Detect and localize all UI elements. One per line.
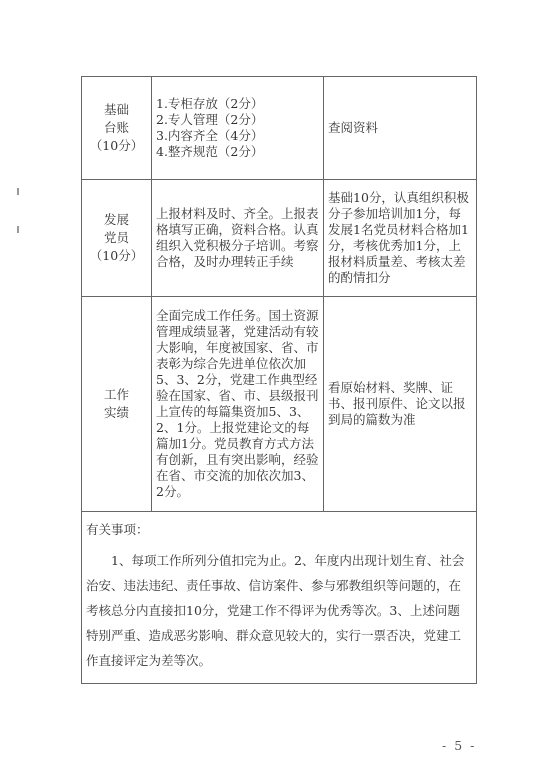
method-text: 查阅资料: [328, 120, 379, 135]
evaluation-table: [81, 76, 477, 684]
category-cell: [82, 180, 152, 297]
method-cell: [324, 297, 477, 512]
margin-mark: [17, 226, 19, 233]
category-line: （10分）: [89, 138, 144, 153]
standard-line: 4.整齐规范（2分）: [156, 144, 264, 159]
table-row: [82, 512, 477, 684]
category-line: 工作: [103, 387, 129, 402]
standard-cell: [152, 180, 324, 297]
method-text: 基础10分，认真组织积极分子参加培训加1分，每发展1名党员材料合格加1分，考核优秀加1分，上报材料质量差、考核太差的酌情扣分: [328, 190, 469, 285]
standard-cell: [152, 297, 324, 512]
standard-line: 2.专人管理（2分）: [156, 112, 264, 127]
standard-line: 1.专柜存放（2分）: [156, 96, 264, 111]
method-cell: [324, 180, 477, 297]
notes-title: 有关事项：: [86, 522, 149, 537]
table-row: [82, 180, 477, 297]
standard-cell: [152, 77, 324, 180]
standard-text: 全面完成工作任务。国土资源管理成绩显著，党建活动有较大影响，年度被国家、省、市表彰为综合先进单位依次加5、3、2分，党建工作典型经验在国家、省、市、县级报刊上宣传的每篇集资加5、3、2、1分。上报党建论文的每篇加1分。党员教育方式方法有创新，且有突出影响，经验在省、市交流的加依次加3、2分。: [156, 308, 319, 499]
category-cell: [82, 297, 152, 512]
category-line: 台账: [103, 120, 129, 135]
notes-cell: [82, 512, 477, 684]
category-cell: [82, 77, 152, 180]
notes-body: 1、每项工作所列分值扣完为止。2、年度内出现计划生育、社会治安、违法违纪、责任事故、信访案件、参与邪教组织等问题的，在考核总分内直接扣10分，党建工作不得评为优秀等次。3、上述问题特别严重、造成恶劣影响、群众意见较大的，实行一票否决，党建工作直接评定为差等次。: [86, 553, 465, 668]
standard-text: 上报材料及时、齐全。上报表格填写正确，资料合格。认真组织入党积极分子培训。考察合格，及时办理转正手续: [156, 206, 319, 269]
standard-line: 3.内容齐全（4分）: [156, 128, 264, 143]
page-number: - 5 -: [442, 738, 477, 753]
margin-mark: [17, 188, 19, 195]
table-row: [82, 297, 477, 512]
category-line: 基础: [103, 102, 129, 117]
category-line: 实绩: [103, 405, 129, 420]
category-line: （10分）: [89, 248, 144, 263]
method-cell: [324, 77, 477, 180]
category-line: 党员: [103, 230, 129, 245]
method-text: 看原始材料、奖牌、证书、报刊原件、论文以报到局的篇数为准: [328, 380, 466, 427]
table-row: [82, 77, 477, 180]
category-line: 发展: [103, 212, 129, 227]
